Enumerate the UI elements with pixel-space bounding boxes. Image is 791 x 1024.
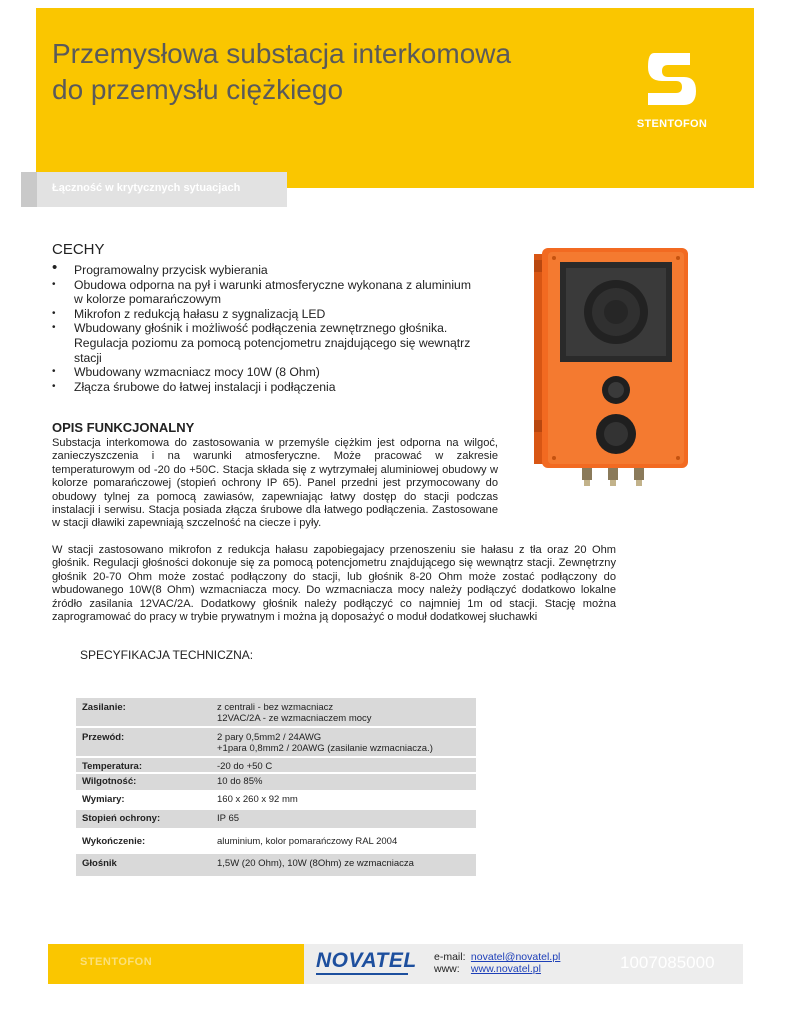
description-paragraph-1: Substacja interkomowa do zastosowania w przemyśle ciężkim jest odporna na wilgoć, zanieczyszczenia i na warunki atmosferyczne. Może pracować w zakresie temperaturowym od -20 do +50C. Stacja składa się z wytrzymałej aluminiowej obudowy w kolorze pomarańczowej (stopień ochrony IP 65). Panel przedni jest przymocowany do obudowy tylnej za pomocą zawiasów, zapewniając łatwy dostęp do stacji podczas instalacji i serwisu. Stacja posiada złącza śrubowe dla łatwego podłączenia. Zastosowane w stacji dławiki zapewniają szczelność na ciecze i pyły. (52, 437, 498, 530)
feature-item (52, 380, 512, 395)
spec-key: Wykończenie: (82, 836, 146, 847)
features-list (52, 259, 512, 394)
product-code: 1007085000 (620, 953, 715, 972)
spec-value-line: 2 pary 0,5mm2 / 24AWG (217, 732, 322, 743)
features-heading: CECHY (52, 241, 105, 258)
spec-key: Przewód: (82, 732, 125, 743)
feature-text: Wbudowany wzmacniacz mocy 10W (8 Ohm) (74, 365, 320, 380)
spec-row (76, 758, 476, 772)
spec-value (217, 813, 239, 824)
spec-key: Zasilanie: (82, 702, 126, 713)
spec-value-line: -20 do +50 C (217, 761, 273, 772)
feature-item (52, 259, 512, 278)
spec-key: Głośnik (82, 858, 117, 869)
spec-row (76, 728, 476, 756)
spec-value-line: IP 65 (217, 813, 240, 824)
spec-row (76, 854, 476, 876)
email-label: e-mail: (434, 951, 466, 963)
spec-value (217, 858, 414, 869)
spec-value (217, 794, 298, 805)
spec-heading: SPECYFIKACJA TECHNICZNA: (80, 648, 254, 662)
spec-row (76, 830, 476, 852)
spec-value (217, 761, 272, 772)
spec-row (76, 810, 476, 828)
description-paragraph-2: W stacji zastosowano mikrofon z redukcja hałasu zapobiegajacy przenoszeniu sie hałasu z tła oraz 20 Ohm głośnik. Regulacji głośności dokonuje się za pomocą potencjometru znajdującego się wewnątrz stacji. Zewnętrzny głośnik 20-70 Ohm może zostać podłączony do stacji, lub głośnik 8-20 Ohm może zostać podłączony do wbudowanego 10W(8 Ohm) wzmacniacza mocy. Do wzmacniacza mocy należy podłączyć dodatkowo lokalne źródło zasilania 12VAC/2A. Dodatkowy głośnik należy podłączyć co najmniej 1m od stacji. Stację można zaprogramować do pracy w trybie prywatnym i można ją doposażyć o moduł dodatkowej słuchawki (52, 544, 616, 624)
feature-text: Obudowa odporna na pył i warunki atmosferyczne wykonana z aluminium (74, 277, 471, 292)
novatel-logo-underline (316, 973, 408, 975)
spec-value (217, 702, 372, 724)
page-title-line1: Przemysłowa substacja interkomowa (52, 38, 512, 69)
feature-item (52, 307, 512, 322)
spec-row (76, 698, 476, 726)
spec-value-line: +1para 0,8mm2 / 20AWG (zasilanie wzmacniacza.) (217, 743, 433, 754)
spec-value-line: 160 x 260 x 92 mm (217, 794, 298, 805)
spec-row (76, 792, 476, 808)
novatel-logo: NOVATEL (316, 949, 417, 972)
bullet-icon: • (52, 259, 58, 276)
page-title-line2: do przemysłu ciężkiego (52, 74, 344, 105)
spec-key: Temperatura: (82, 761, 143, 772)
description-heading: OPIS FUNKCJONALNY (52, 420, 195, 435)
contact-block (434, 951, 560, 975)
tagline: Łączność w krytycznych sytuacjach (52, 182, 241, 194)
spec-key: Wymiary: (82, 794, 125, 805)
feature-text: stacji (74, 350, 102, 365)
feature-text: Mikrofon z redukcją hałasu z sygnalizacją LED (74, 306, 326, 321)
bullet-icon: • (52, 380, 56, 392)
logo-brand-text: STENTOFON (636, 118, 708, 130)
feature-item (52, 321, 512, 365)
feature-text: w kolorze pomarańczowym (74, 292, 221, 307)
feature-text: Złącza śrubowe do łatwej instalacji i podłączenia (74, 379, 336, 394)
spec-value-line: 10 do 85% (217, 776, 263, 787)
spec-row (76, 774, 476, 790)
www-label: www: (434, 963, 460, 975)
tagline-stripe (21, 172, 37, 207)
feature-text: Wbudowany głośnik i możliwość podłączenia zewnętrznego głośnika. (74, 321, 448, 336)
product-image (514, 244, 694, 490)
bullet-icon: • (52, 366, 56, 378)
www-link[interactable]: www.novatel.pl (470, 963, 541, 975)
bullet-icon: • (52, 322, 56, 334)
spec-value-line: 12VAC/2A - ze wzmacniaczem mocy (217, 713, 372, 724)
spec-value (217, 732, 433, 754)
spec-key: Stopień ochrony: (82, 813, 161, 824)
feature-text: Regulacja poziomu za pomocą potencjometru znajdującego się wewnątrz (74, 335, 471, 350)
footer-brand: STENTOFON (80, 956, 153, 968)
bullet-icon: • (52, 307, 56, 319)
feature-item (52, 365, 512, 380)
spec-value-line: 1,5W (20 Ohm), 10W (8Ohm) ze wzmacniacza (217, 858, 414, 869)
bullet-icon: • (52, 278, 56, 290)
spec-value (217, 776, 262, 787)
email-link[interactable]: novatel@novatel.pl (470, 951, 561, 963)
spec-key: Wilgotność: (82, 776, 137, 787)
spec-value-line: z centrali - bez wzmacniacz (217, 702, 334, 713)
spec-value-line: aluminium, kolor pomarańczowy RAL 2004 (217, 836, 398, 847)
feature-text: Programowalny przycisk wybierania (74, 263, 268, 277)
feature-item (52, 278, 512, 307)
spec-table (76, 698, 476, 876)
spec-value (217, 836, 397, 847)
